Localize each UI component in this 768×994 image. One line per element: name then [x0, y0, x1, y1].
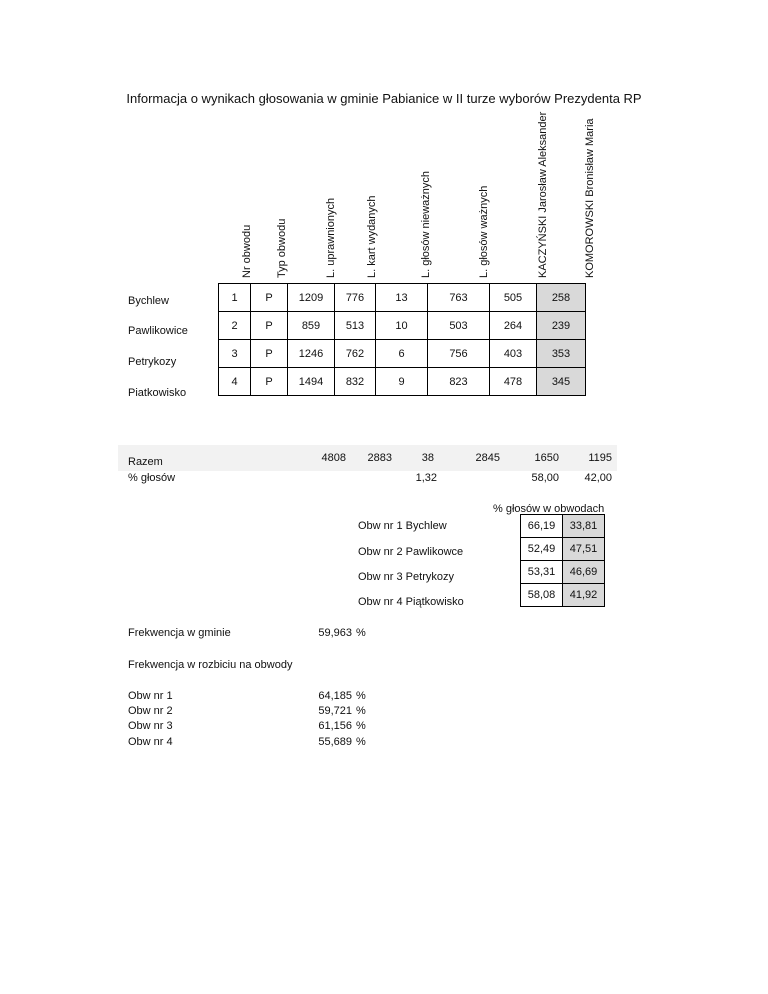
table-row — [521, 584, 605, 607]
table-cell: 478 — [490, 368, 537, 396]
turnout-item-value: 59,721 — [318, 705, 352, 717]
district-label-3: Obw nr 3 Petrykozy — [358, 571, 454, 583]
percent-kaczynski: 58,00 — [531, 472, 559, 484]
table-cell: 762 — [335, 340, 376, 368]
header-typ-obwodu: Typ obwodu — [276, 218, 288, 278]
table-cell: 258 — [537, 284, 586, 312]
district-label-1: Obw nr 1 Bychlew — [358, 520, 447, 532]
table-cell: 1246 — [288, 340, 335, 368]
header-kart-wydanych: L. kart wydanych — [366, 195, 378, 278]
header-glosow-waznych: L. głosów ważnych — [478, 185, 490, 278]
table-cell: 2 — [219, 312, 251, 340]
row-label-pawlikowice: Pawlikowice — [128, 325, 188, 337]
turnout-item-label: Obw nr 4 — [128, 736, 173, 748]
table-row — [521, 538, 605, 561]
row-label-bychlew: Bychlew — [128, 295, 169, 307]
table-cell: 41,92 — [563, 584, 605, 607]
table-cell: P — [251, 284, 288, 312]
table-cell: 47,51 — [563, 538, 605, 561]
table-cell: 46,69 — [563, 561, 605, 584]
results-table — [218, 283, 586, 396]
table-cell: 776 — [335, 284, 376, 312]
table-cell: 53,31 — [521, 561, 563, 584]
district-pct-header: % głosów w obwodach — [493, 503, 605, 515]
district-label-4: Obw nr 4 Piątkowisko — [358, 596, 464, 608]
table-cell: 33,81 — [563, 515, 605, 538]
table-row — [521, 561, 605, 584]
percent-label: % głosów — [128, 472, 176, 484]
table-cell: 13 — [376, 284, 428, 312]
turnout-item-value: 64,185 — [318, 690, 352, 702]
turnout-label: Frekwencja w gminie — [128, 627, 231, 639]
table-cell: 6 — [376, 340, 428, 368]
total-uprawnionych: 4808 — [321, 452, 346, 464]
page-title: Informacja o wynikach głosowania w gminie Pabianice w II turze wyborów Prezydenta RP — [126, 91, 642, 106]
header-glosow-niewaznych: L. głosów nieważnych — [420, 170, 432, 278]
table-cell: 832 — [335, 368, 376, 396]
turnout-item-label: Obw nr 3 — [128, 720, 173, 732]
table-cell: P — [251, 312, 288, 340]
table-cell: 3 — [219, 340, 251, 368]
row-label-piatkowisko: Piatkowisko — [128, 387, 187, 399]
row-label-petrykozy: Petrykozy — [128, 356, 177, 368]
table-row — [219, 368, 586, 396]
turnout-item-label: Obw nr 2 — [128, 705, 173, 717]
table-cell: 4 — [219, 368, 251, 396]
table-cell: 503 — [428, 312, 490, 340]
district-pct-table — [520, 514, 605, 607]
total-komorowski: 1195 — [588, 452, 612, 464]
table-cell: 66,19 — [521, 515, 563, 538]
header-nr-obwodu: Nr obwodu — [241, 224, 253, 278]
table-cell: 756 — [428, 340, 490, 368]
table-cell: 264 — [490, 312, 537, 340]
total-kaczynski: 1650 — [534, 452, 559, 464]
header-komorowski: KOMOROWSKI Bronisław Maria — [584, 118, 596, 278]
district-label-2: Obw nr 2 Pawlikowce — [358, 546, 464, 558]
table-cell: 513 — [335, 312, 376, 340]
turnout-item-unit: % — [356, 736, 366, 748]
table-cell: 1494 — [288, 368, 335, 396]
table-cell: 403 — [490, 340, 537, 368]
table-row — [219, 284, 586, 312]
turnout-value: 59,963 — [318, 627, 352, 639]
turnout-item-label: Obw nr 1 — [128, 690, 173, 702]
table-cell: 52,49 — [521, 538, 563, 561]
header-kaczynski: KACZYŃSKI Jarosław Aleksander — [537, 111, 549, 278]
table-cell: 859 — [288, 312, 335, 340]
table-cell: 353 — [537, 340, 586, 368]
percent-niewaznych: 1,32 — [415, 472, 437, 484]
total-kart: 2883 — [367, 452, 392, 464]
table-cell: 345 — [537, 368, 586, 396]
table-cell: 239 — [537, 312, 586, 340]
percent-komorowski: 42,00 — [584, 472, 612, 484]
table-cell: 1209 — [288, 284, 335, 312]
table-cell: P — [251, 340, 288, 368]
turnout-breakdown-label: Frekwencja w rozbiciu na obwody — [128, 659, 293, 671]
turnout-item-value: 55,689 — [318, 736, 352, 748]
table-cell: 823 — [428, 368, 490, 396]
table-cell: 9 — [376, 368, 428, 396]
table-row — [219, 340, 586, 368]
table-row — [219, 312, 586, 340]
table-cell: 1 — [219, 284, 251, 312]
turnout-unit: % — [356, 627, 366, 639]
header-uprawnionych: L. uprawnionych — [325, 197, 337, 278]
turnout-item-unit: % — [356, 720, 366, 732]
table-row — [521, 515, 605, 538]
totals-label: Razem — [128, 456, 163, 468]
turnout-item-unit: % — [356, 705, 366, 717]
total-niewaznych: 38 — [421, 452, 434, 464]
table-cell: 763 — [428, 284, 490, 312]
table-cell: P — [251, 368, 288, 396]
turnout-item-value: 61,156 — [318, 720, 352, 732]
table-cell: 505 — [490, 284, 537, 312]
total-wazne: 2845 — [475, 452, 500, 464]
table-cell: 10 — [376, 312, 428, 340]
table-cell: 58,08 — [521, 584, 563, 607]
turnout-item-unit: % — [356, 690, 366, 702]
